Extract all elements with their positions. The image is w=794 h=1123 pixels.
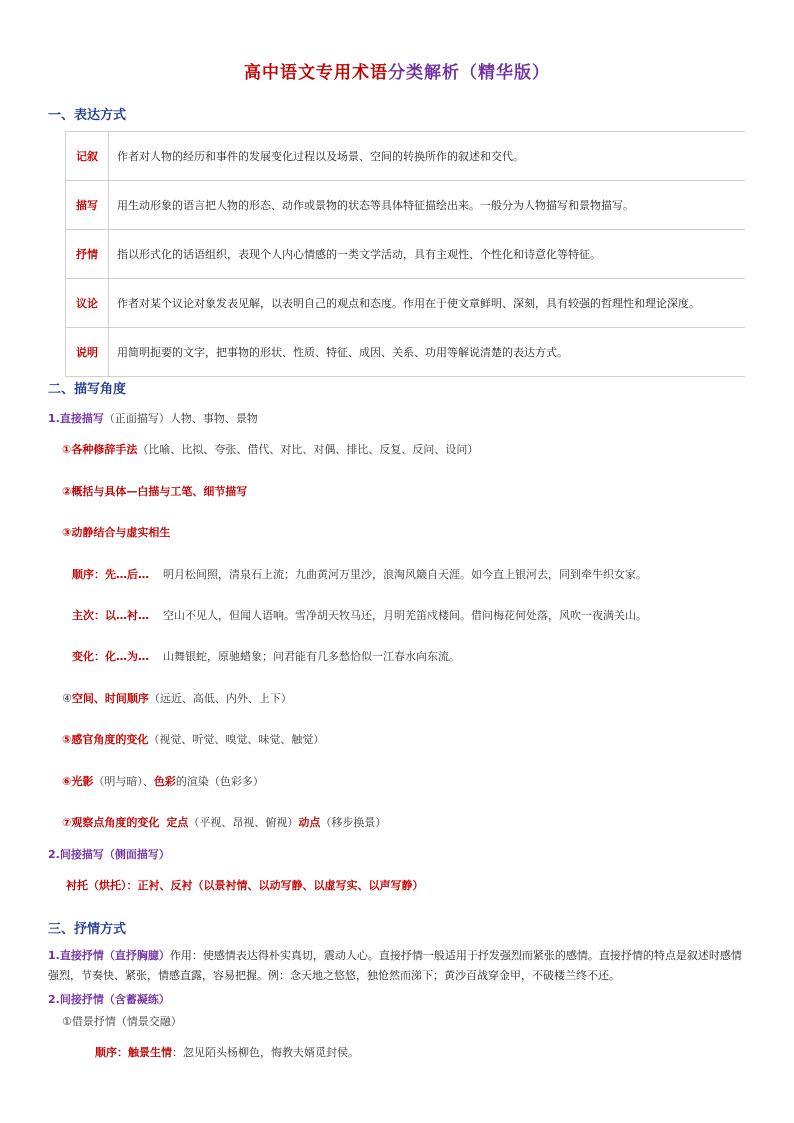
primary-secondary-text: 空山不见人，但闻人语响。雪净胡天牧马还，月明羌笛戍楼间。借问梅花何处落，风吹一夜满关山。 — [163, 609, 647, 622]
scene-order-label: 顺序： — [95, 1046, 128, 1059]
direct-description-line — [48, 410, 258, 426]
scene-order-line — [95, 1044, 359, 1060]
color-rest: 的渲染（色彩多） — [175, 775, 264, 788]
table-key: 议论 — [66, 279, 109, 328]
table-row — [66, 279, 746, 328]
rhetoric-line — [62, 441, 478, 457]
page-title — [0, 58, 794, 83]
senses-rest: （视觉、听觉、嗅觉、味觉、触觉） — [148, 733, 325, 746]
foil-text: 衬托（烘托）：正衬、反衬（以景衬情、以动写静、以虚写实、以声写静） — [66, 879, 424, 892]
primary-secondary-label: 主次：以…衬… — [72, 609, 149, 622]
direct-description-rest: （正面描写）人物、事物、景物 — [103, 412, 258, 425]
space-time-line — [62, 690, 292, 706]
section-3-heading: 三、抒情方式 — [48, 922, 127, 937]
section-2-heading: 二、描写角度 — [48, 382, 127, 397]
order-text: 明月松间照，清泉石上流；九曲黄河万里沙，浪淘风簸自天涯。如今直上银河去，同到牵牛织女家。 — [163, 568, 647, 581]
scene-order-key: 触景生情 — [128, 1046, 172, 1059]
scene-order-text: ：忽见陌头杨柳色，悔教夫婿觅封侯。 — [172, 1046, 359, 1059]
table-row — [66, 328, 746, 377]
expression-table — [65, 131, 745, 377]
table-value: 用生动形象的语言把人物的形态、动作或景物的状态等具体特征描绘出来。一般分为人物描写和景物描写。 — [109, 181, 746, 230]
change-line — [72, 648, 460, 664]
space-time-num: ④ — [62, 692, 72, 705]
moving-point-label: 动点 — [298, 816, 321, 829]
table-value: 指以形式化的话语组织，表现个人内心情感的一类文学活动，具有主观性、个性化和诗意化等特征。 — [109, 230, 746, 279]
space-time-rest: （远近、高低、内外、上下） — [148, 692, 292, 705]
table-row — [66, 230, 746, 279]
motion-stillness-line — [62, 524, 170, 540]
motion-stillness-label: ③动静结合与虚实相生 — [62, 526, 171, 539]
rhetoric-rest: （比喻、比拟、夸张、借代、对比、对偶、排比、反复、反问、设问） — [137, 443, 479, 456]
light-mid: （明与暗）、 — [93, 775, 154, 788]
order-label: 顺序：先…后… — [72, 568, 149, 581]
table-key: 描写 — [66, 181, 109, 230]
scene-lyric-label: ①借景抒情（情景交融） — [62, 1015, 182, 1028]
table-row — [66, 181, 746, 230]
title-part-2: 分类解析（精华版） — [388, 63, 550, 83]
table-key: 说明 — [66, 328, 109, 377]
order-line — [72, 566, 647, 582]
fixed-point-rest: （平视、昂视、俯视） — [188, 816, 299, 829]
scene-lyric-line — [62, 1013, 182, 1029]
fixed-point-label: 定点 — [166, 816, 189, 829]
direct-description-label: 1.直接描写 — [48, 412, 104, 425]
table-value: 用简明扼要的文字，把事物的形状、性质、特征、成因、关系、功用等解说清楚的表达方式。 — [109, 328, 746, 377]
indirect-description-line — [48, 846, 170, 862]
table-key: 抒情 — [66, 230, 109, 279]
indirect-lyric-line — [48, 991, 170, 1007]
senses-line — [62, 731, 324, 747]
rhetoric-label: ①各种修辞手法 — [62, 443, 138, 456]
color-label: 色彩 — [153, 775, 176, 788]
direct-lyric-label: 1.直接抒情（直抒胸臆） — [48, 949, 170, 962]
light-color-line — [62, 773, 264, 789]
title-part-1: 高中语文专用术语 — [244, 63, 388, 83]
direct-lyric-paragraph — [48, 946, 748, 986]
viewpoint-line — [62, 814, 386, 830]
table-value: 作者对某个议论对象发表见解，以表明自己的观点和态度。作用在于使文章鲜明、深刻，具有较强的哲理性和理论深度。 — [109, 279, 746, 328]
viewpoint-label: ⑦观察点角度的变化 — [62, 816, 160, 829]
indirect-description-label: 2.间接描写（侧面描写） — [48, 848, 170, 861]
change-label: 变化：化…为… — [72, 650, 149, 663]
table-row — [66, 132, 746, 181]
indirect-lyric-label: 2.间接抒情（含蓄凝练） — [48, 993, 170, 1006]
foil-line — [66, 877, 424, 893]
section-1-heading: 一、表达方式 — [48, 108, 127, 123]
moving-point-rest: （移步换景） — [320, 816, 387, 829]
senses-label: ⑤感官角度的变化 — [62, 733, 149, 746]
light-label: ⑥光影 — [62, 775, 94, 788]
direct-lyric-text: 作用：使感情表达得朴实真切，震动人心。直接抒情一般适用于抒发强烈而紧张的感情。直接抒情的特点是叙述时感情强烈，节奏快、紧张，情感直露，容易把握。例：念天地之悠悠，独怆然而涕下；黄沙百战穿金甲，不破楼兰终不还。 — [48, 949, 742, 982]
generalization-label: ②概括与具体—白描与工笔、细节描写 — [62, 485, 248, 498]
table-key: 记叙 — [66, 132, 109, 181]
change-text: 山舞银蛇，原驰蜡象；问君能有几多愁恰似一江春水向东流。 — [163, 650, 460, 663]
table-value: 作者对人物的经历和事件的发展变化过程以及场景、空间的转换所作的叙述和交代。 — [109, 132, 746, 181]
space-time-label: 空间、时间顺序 — [71, 692, 149, 705]
generalization-line — [62, 483, 247, 499]
primary-secondary-line — [72, 607, 647, 623]
